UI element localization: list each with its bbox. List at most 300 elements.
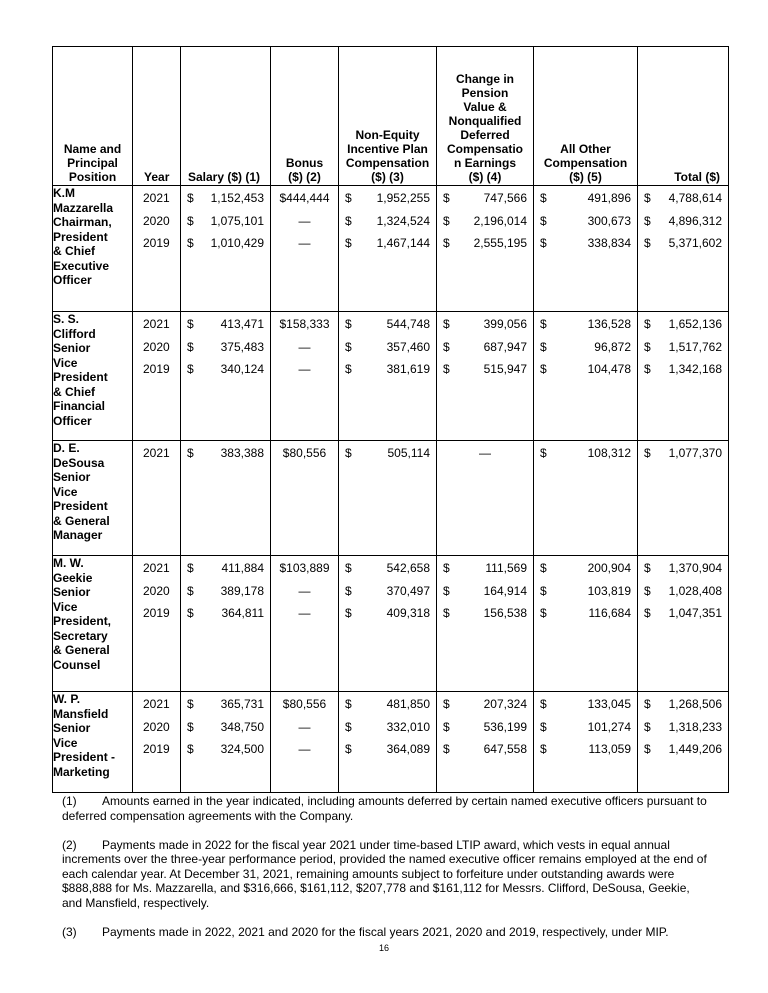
summary-compensation-table bbox=[52, 46, 729, 793]
amount: 2,555,195 bbox=[473, 236, 527, 250]
value-line bbox=[437, 446, 533, 469]
cell-year bbox=[133, 692, 181, 793]
value-line bbox=[271, 742, 338, 765]
value-line bbox=[181, 446, 270, 469]
name-line: Senior bbox=[53, 341, 91, 355]
amount: 324,500 bbox=[220, 742, 264, 756]
name-line: Executive bbox=[53, 258, 110, 273]
value-line bbox=[181, 720, 270, 743]
currency-symbol: $ bbox=[345, 583, 352, 598]
amount: 103,819 bbox=[587, 583, 631, 598]
amount: 383,388 bbox=[220, 446, 264, 460]
cell-bonus bbox=[271, 186, 339, 312]
value-line bbox=[339, 236, 436, 259]
currency-symbol: $ bbox=[644, 362, 651, 376]
amount: $444,444 bbox=[279, 191, 330, 205]
name-line: Manager bbox=[53, 528, 103, 542]
currency-symbol: $ bbox=[443, 213, 450, 228]
amount: $103,889 bbox=[279, 561, 330, 575]
amount: 2019 bbox=[143, 742, 170, 756]
executive-name bbox=[53, 556, 133, 692]
cell-year bbox=[133, 312, 181, 441]
amount: 136,528 bbox=[587, 317, 631, 331]
cell-salary bbox=[181, 692, 271, 793]
name-line: & Chief bbox=[53, 384, 95, 399]
value-line bbox=[437, 584, 533, 607]
header-text-line: ($) (3) bbox=[371, 170, 404, 184]
value-line bbox=[437, 720, 533, 743]
currency-symbol: $ bbox=[187, 236, 194, 250]
name-line: Officer bbox=[53, 413, 92, 428]
currency-symbol: $ bbox=[345, 213, 352, 228]
footnote-text: Amounts earned in the year indicated, including amounts deferred by certain named executive officers pursuant to deferred compensation agreements with the Company. bbox=[62, 794, 707, 823]
amount: 1,324,524 bbox=[376, 213, 430, 228]
value-line bbox=[181, 584, 270, 607]
amount: 2021 bbox=[143, 697, 170, 711]
value-line bbox=[638, 362, 728, 385]
header-non-equity bbox=[339, 47, 437, 186]
value-line bbox=[339, 214, 436, 237]
amount: 1,010,429 bbox=[210, 236, 264, 250]
table-header-row bbox=[53, 47, 729, 186]
amount: 2019 bbox=[143, 236, 170, 250]
currency-symbol: $ bbox=[187, 719, 194, 734]
name-line: President, bbox=[53, 614, 112, 628]
amount: 1,047,351 bbox=[668, 606, 722, 620]
table-row bbox=[53, 186, 729, 312]
amount: 491,896 bbox=[587, 191, 631, 205]
value-line bbox=[181, 236, 270, 259]
amount: 340,124 bbox=[220, 362, 264, 376]
currency-symbol: $ bbox=[187, 339, 194, 354]
value-line bbox=[437, 561, 533, 584]
currency-symbol: $ bbox=[187, 213, 194, 228]
footnote-text: Payments made in 2022, 2021 and 2020 for the fiscal years 2021, 2020 and 2019, respectively, under MIP. bbox=[102, 924, 669, 939]
value-line bbox=[271, 606, 338, 629]
amount: 4,788,614 bbox=[668, 191, 722, 205]
currency-symbol: $ bbox=[187, 742, 194, 756]
value-line bbox=[271, 236, 338, 259]
currency-symbol: $ bbox=[345, 697, 352, 711]
header-text-line: Bonus bbox=[285, 156, 324, 170]
cell-total bbox=[638, 186, 729, 312]
value-line bbox=[638, 584, 728, 607]
name-line: D. E. bbox=[53, 441, 80, 455]
name-line: Counsel bbox=[53, 657, 101, 672]
currency-symbol: $ bbox=[540, 339, 547, 354]
header-text-line: Value & bbox=[463, 100, 507, 114]
value-line bbox=[534, 317, 637, 340]
name-line: Mansfield bbox=[53, 706, 109, 721]
cell-nonequity bbox=[339, 186, 437, 312]
amount: 156,538 bbox=[483, 606, 527, 620]
value-line bbox=[638, 214, 728, 237]
amount: 332,010 bbox=[386, 719, 430, 734]
amount: $80,556 bbox=[282, 446, 327, 460]
table-body bbox=[53, 186, 729, 793]
amount: 108,312 bbox=[587, 446, 631, 460]
value-line bbox=[437, 236, 533, 259]
currency-symbol: $ bbox=[540, 317, 547, 331]
amount: 200,904 bbox=[587, 561, 631, 575]
currency-symbol: $ bbox=[644, 446, 651, 460]
footnote-number: (2) bbox=[62, 837, 77, 852]
name-line: & General bbox=[53, 643, 110, 657]
currency-symbol: $ bbox=[345, 362, 352, 376]
cell-nonequity bbox=[339, 312, 437, 441]
amount: 1,467,144 bbox=[376, 236, 430, 250]
currency-symbol: $ bbox=[644, 236, 651, 250]
amount: 2019 bbox=[143, 362, 170, 376]
amount: 409,318 bbox=[386, 606, 430, 620]
currency-symbol: $ bbox=[443, 561, 450, 575]
currency-symbol: $ bbox=[187, 697, 194, 711]
amount: 1,075,101 bbox=[210, 213, 264, 228]
amount: $158,333 bbox=[279, 317, 330, 331]
value-line bbox=[271, 697, 338, 720]
value-line bbox=[534, 446, 637, 469]
amount: 5,371,602 bbox=[668, 236, 722, 250]
currency-symbol: $ bbox=[187, 446, 194, 460]
amount: — bbox=[298, 719, 311, 734]
amount: 364,811 bbox=[221, 606, 264, 620]
header-text-line: Change in bbox=[455, 72, 514, 86]
amount: 1,077,370 bbox=[668, 446, 722, 460]
amount: 1,517,762 bbox=[668, 339, 722, 354]
amount: — bbox=[298, 742, 311, 756]
currency-symbol: $ bbox=[644, 583, 651, 598]
cell-pension bbox=[437, 312, 534, 441]
currency-symbol: $ bbox=[644, 561, 651, 575]
value-line bbox=[133, 742, 180, 765]
footnote-number: (1) bbox=[62, 794, 77, 808]
executive-name bbox=[53, 441, 133, 556]
name-line: M. W. bbox=[53, 556, 84, 570]
header-text-line: ($) (5) bbox=[569, 170, 602, 184]
name-line: President bbox=[53, 229, 108, 244]
amount: 747,566 bbox=[483, 191, 527, 205]
amount: 647,558 bbox=[483, 742, 527, 756]
value-line bbox=[638, 236, 728, 259]
header-text-line: Incentive Plan bbox=[347, 142, 428, 156]
cell-total bbox=[638, 312, 729, 441]
name-line: Vice bbox=[53, 484, 78, 499]
cell-total bbox=[638, 692, 729, 793]
name-line: S. S. bbox=[53, 312, 80, 326]
name-line: K.M bbox=[53, 186, 75, 200]
amount: 515,947 bbox=[483, 362, 527, 376]
value-line bbox=[638, 561, 728, 584]
table-row bbox=[53, 441, 729, 556]
value-line bbox=[534, 697, 637, 720]
currency-symbol: $ bbox=[644, 719, 651, 734]
header-text-line: ($) (2) bbox=[288, 170, 321, 184]
value-line bbox=[271, 317, 338, 340]
value-line bbox=[638, 317, 728, 340]
header-text-line: Compensation bbox=[345, 156, 430, 170]
value-line bbox=[437, 362, 533, 385]
amount: 389,178 bbox=[220, 583, 264, 598]
value-line bbox=[271, 720, 338, 743]
cell-salary bbox=[181, 312, 271, 441]
value-line bbox=[638, 191, 728, 214]
amount: 1,318,233 bbox=[668, 719, 722, 734]
cell-nonequity bbox=[339, 441, 437, 556]
header-text-line: Nonqualified bbox=[448, 114, 522, 128]
value-line bbox=[133, 214, 180, 237]
footnote-text: Payments made in 2022 for the fiscal year 2021 under time-based LTIP award, which vests in equal annual increments over the three-year performance period, provided the named executive officer remains employed at the end of each calendar year. At December 31, 2021, remaining amounts subject to forfeiture under outstanding awards were $888,888 for Ms. Mazzarella, and $316,666, $161,112, $207,778 and $161,112 for Messrs. Clifford, DeSousa, Geekie, and Mansfield, respectively. bbox=[62, 837, 707, 910]
currency-symbol: $ bbox=[540, 561, 547, 575]
cell-bonus bbox=[271, 312, 339, 441]
header-salary: Salary ($) (1) bbox=[181, 47, 271, 186]
currency-symbol: $ bbox=[345, 719, 352, 734]
value-line bbox=[534, 236, 637, 259]
value-line bbox=[133, 236, 180, 259]
amount: 113,059 bbox=[588, 742, 631, 756]
value-line bbox=[181, 191, 270, 214]
currency-symbol: $ bbox=[540, 719, 547, 734]
executive-name bbox=[53, 692, 133, 793]
name-line: Vice bbox=[53, 735, 78, 750]
currency-symbol: $ bbox=[644, 697, 651, 711]
amount: 364,089 bbox=[386, 742, 430, 756]
cell-other bbox=[534, 692, 638, 793]
amount: 101,274 bbox=[587, 719, 631, 734]
value-line bbox=[271, 191, 338, 214]
amount: 505,114 bbox=[387, 446, 430, 460]
header-text-line: Principal bbox=[67, 156, 118, 170]
currency-symbol: $ bbox=[443, 719, 450, 734]
currency-symbol: $ bbox=[345, 236, 352, 250]
amount: 411,884 bbox=[221, 561, 264, 575]
name-line: Mazzarella bbox=[53, 200, 114, 215]
value-line bbox=[181, 606, 270, 629]
currency-symbol: $ bbox=[644, 317, 651, 331]
value-line bbox=[339, 362, 436, 385]
currency-symbol: $ bbox=[540, 236, 547, 250]
value-line bbox=[181, 362, 270, 385]
cell-year bbox=[133, 186, 181, 312]
value-line bbox=[339, 191, 436, 214]
currency-symbol: $ bbox=[187, 317, 194, 331]
header-text-line: Name and bbox=[63, 142, 122, 156]
amount: 413,471 bbox=[220, 317, 264, 331]
amount: 2019 bbox=[143, 606, 170, 620]
currency-symbol: $ bbox=[443, 236, 450, 250]
amount: 2020 bbox=[143, 213, 170, 228]
value-line bbox=[339, 561, 436, 584]
currency-symbol: $ bbox=[443, 697, 450, 711]
executive-name bbox=[53, 186, 133, 312]
name-line: Senior bbox=[53, 721, 91, 735]
currency-symbol: $ bbox=[345, 561, 352, 575]
value-line bbox=[437, 340, 533, 363]
amount: 2020 bbox=[143, 339, 170, 354]
value-line bbox=[133, 191, 180, 214]
cell-pension bbox=[437, 441, 534, 556]
value-line bbox=[534, 720, 637, 743]
currency-symbol: $ bbox=[644, 339, 651, 354]
name-line: DeSousa bbox=[53, 455, 105, 470]
cell-other bbox=[534, 312, 638, 441]
amount: 2021 bbox=[143, 191, 170, 205]
name-line: Vice bbox=[53, 599, 78, 614]
table-row bbox=[53, 556, 729, 692]
value-line bbox=[437, 697, 533, 720]
currency-symbol: $ bbox=[540, 362, 547, 376]
amount: 2,196,014 bbox=[473, 213, 527, 228]
cell-year bbox=[133, 556, 181, 692]
value-line bbox=[271, 584, 338, 607]
executive-name bbox=[53, 312, 133, 441]
amount: 1,952,255 bbox=[376, 191, 430, 205]
header-total: Total ($) bbox=[638, 47, 729, 186]
header-text-line: Non-Equity bbox=[355, 128, 420, 142]
value-line bbox=[339, 720, 436, 743]
amount: 1,028,408 bbox=[668, 583, 722, 598]
value-line bbox=[534, 561, 637, 584]
table-row bbox=[53, 312, 729, 441]
amount: — bbox=[298, 236, 311, 250]
cell-bonus bbox=[271, 556, 339, 692]
amount: 348,750 bbox=[220, 719, 264, 734]
value-line bbox=[271, 561, 338, 584]
currency-symbol: $ bbox=[540, 583, 547, 598]
amount: $80,556 bbox=[282, 697, 327, 711]
value-line bbox=[271, 446, 338, 469]
amount: 2021 bbox=[143, 561, 170, 575]
cell-year bbox=[133, 441, 181, 556]
currency-symbol: $ bbox=[187, 191, 194, 205]
value-line bbox=[133, 720, 180, 743]
value-line bbox=[133, 317, 180, 340]
value-line bbox=[534, 340, 637, 363]
cell-salary bbox=[181, 556, 271, 692]
value-line bbox=[133, 561, 180, 584]
amount: 4,896,312 bbox=[668, 213, 722, 228]
amount: 381,619 bbox=[386, 362, 430, 376]
header-text-line: ($) (4) bbox=[468, 170, 502, 184]
value-line bbox=[437, 214, 533, 237]
name-line: Financial bbox=[53, 399, 106, 413]
name-line: Vice bbox=[53, 355, 78, 370]
name-line: President bbox=[53, 370, 108, 384]
value-line bbox=[638, 606, 728, 629]
value-line bbox=[534, 606, 637, 629]
value-line bbox=[534, 191, 637, 214]
currency-symbol: $ bbox=[345, 339, 352, 354]
header-text-line: n Earnings bbox=[453, 156, 516, 170]
amount: 2020 bbox=[143, 719, 170, 734]
amount: 1,152,453 bbox=[210, 191, 264, 205]
name-line: W. P. bbox=[53, 692, 81, 706]
name-line: Secretary bbox=[53, 628, 108, 643]
amount: 544,748 bbox=[386, 317, 430, 331]
amount: 536,199 bbox=[483, 719, 527, 734]
value-line bbox=[133, 362, 180, 385]
value-line bbox=[181, 561, 270, 584]
currency-symbol: $ bbox=[187, 362, 194, 376]
currency-symbol: $ bbox=[644, 606, 651, 620]
amount: 1,268,506 bbox=[668, 697, 722, 711]
currency-symbol: $ bbox=[345, 446, 352, 460]
value-line bbox=[339, 697, 436, 720]
value-line bbox=[271, 362, 338, 385]
value-line bbox=[339, 742, 436, 765]
currency-symbol: $ bbox=[443, 583, 450, 598]
amount: 1,652,136 bbox=[668, 317, 722, 331]
amount: 370,497 bbox=[386, 583, 430, 598]
amount: 338,834 bbox=[587, 236, 631, 250]
value-line bbox=[181, 742, 270, 765]
currency-symbol: $ bbox=[644, 742, 651, 756]
value-line bbox=[133, 340, 180, 363]
value-line bbox=[638, 340, 728, 363]
value-line bbox=[437, 606, 533, 629]
value-line bbox=[339, 340, 436, 363]
cell-other bbox=[534, 441, 638, 556]
value-line bbox=[271, 214, 338, 237]
value-line bbox=[339, 584, 436, 607]
amount: 357,460 bbox=[386, 339, 430, 354]
value-line bbox=[638, 720, 728, 743]
name-line: Chairman, bbox=[53, 215, 112, 229]
amount: 207,324 bbox=[483, 697, 527, 711]
amount: 687,947 bbox=[483, 339, 527, 354]
name-line: President - bbox=[53, 750, 116, 764]
currency-symbol: $ bbox=[345, 742, 352, 756]
name-line: Clifford bbox=[53, 326, 96, 341]
cell-pension bbox=[437, 186, 534, 312]
value-line bbox=[534, 214, 637, 237]
currency-symbol: $ bbox=[187, 606, 194, 620]
header-year: Year bbox=[133, 47, 181, 186]
header-text-line: Position bbox=[68, 170, 117, 184]
currency-symbol: $ bbox=[443, 191, 450, 205]
currency-symbol: $ bbox=[443, 606, 450, 620]
currency-symbol: $ bbox=[644, 191, 651, 205]
amount: — bbox=[298, 213, 311, 228]
value-line bbox=[133, 606, 180, 629]
value-line bbox=[133, 697, 180, 720]
value-line bbox=[181, 317, 270, 340]
name-line: & General bbox=[53, 513, 110, 528]
cell-other bbox=[534, 556, 638, 692]
header-text-line: All Other bbox=[560, 142, 611, 156]
footnote bbox=[62, 794, 712, 823]
currency-symbol: $ bbox=[540, 742, 547, 756]
cell-other bbox=[534, 186, 638, 312]
cell-salary bbox=[181, 441, 271, 556]
amount: 96,872 bbox=[594, 339, 631, 354]
value-line bbox=[638, 742, 728, 765]
amount: 164,914 bbox=[483, 583, 527, 598]
page-number: 16 bbox=[378, 943, 389, 953]
value-line bbox=[339, 446, 436, 469]
amount: 104,478 bbox=[587, 362, 631, 376]
value-line bbox=[437, 742, 533, 765]
amount: 399,056 bbox=[483, 317, 527, 331]
header-text-line: Pension bbox=[461, 86, 509, 100]
value-line bbox=[271, 340, 338, 363]
amount: 2021 bbox=[143, 317, 170, 331]
value-line bbox=[437, 317, 533, 340]
amount: 300,673 bbox=[587, 213, 631, 228]
cell-salary bbox=[181, 186, 271, 312]
amount: 365,731 bbox=[220, 697, 264, 711]
currency-symbol: $ bbox=[443, 339, 450, 354]
value-line bbox=[638, 446, 728, 469]
